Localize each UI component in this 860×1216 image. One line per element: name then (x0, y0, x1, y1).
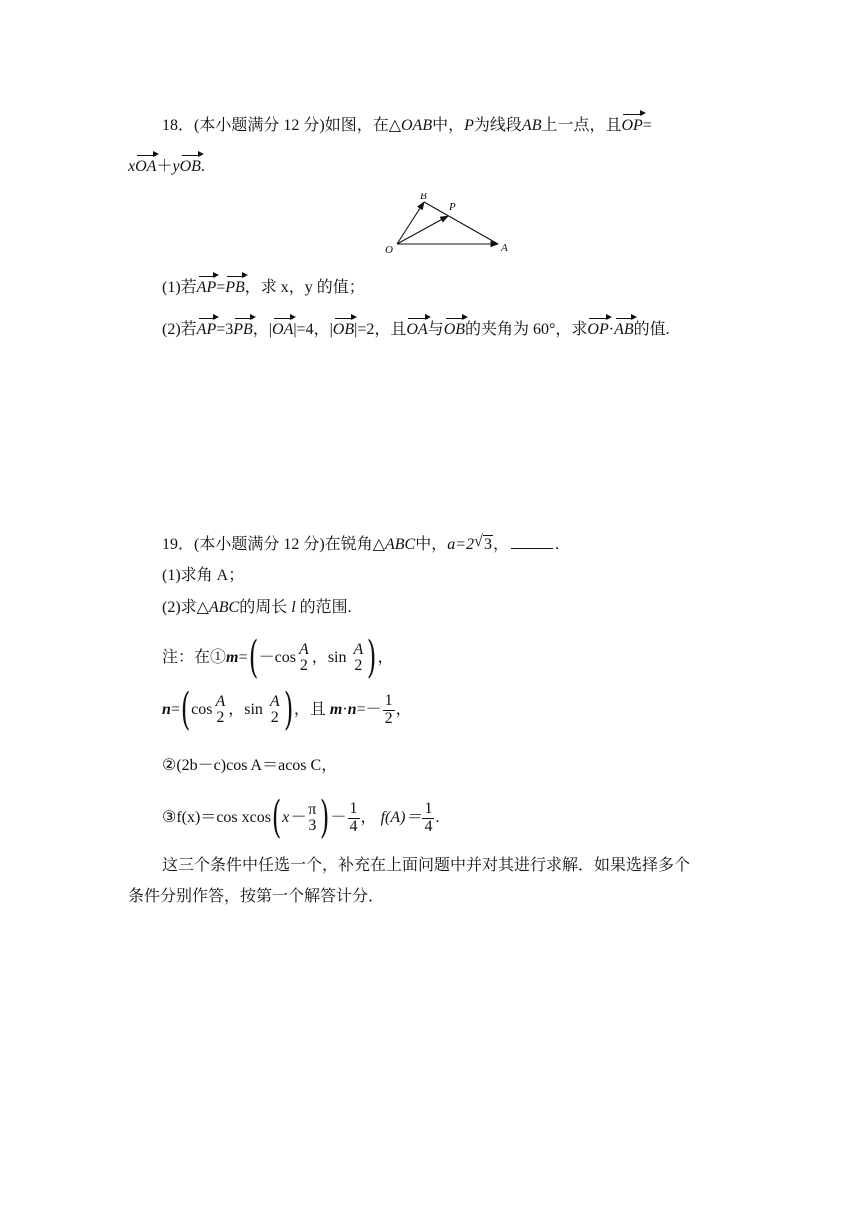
q19-part1: (1)求角 A； (162, 567, 245, 584)
q19-cond3: ③f(x)＝cos xcos(x－ π 3 )－ $\frac{1}{4}$ ， f(A)＝ $\frac{1}{4}$ . (162, 792, 440, 844)
label-b: B (420, 193, 427, 202)
q19-note-m: 注：在①m=(－cos A 2 ，sin A 2 )， (162, 632, 394, 684)
op-segment (397, 216, 448, 244)
q18-part1: (1)若AP=PB，求 x，y 的值； (162, 279, 365, 296)
label-p: P (449, 201, 456, 213)
q18-part2: (2)若AP=3PB，|OA|=4，|OB|=2，且OA与OB的夹角为 60°，求OP·AB的值. (162, 321, 670, 338)
answer-blank (511, 534, 553, 549)
q18-score: (本小题满分 12 分) (194, 117, 325, 134)
q18-triangle-figure (382, 193, 522, 255)
q19-line1: 19．(本小题满分 12 分)在锐角△ABC中，a=2√ 3， . (162, 534, 559, 555)
sqrt-3: √ 3 (474, 535, 493, 555)
label-a: A (501, 242, 508, 254)
q18-line1: 18．(本小题满分 12 分)如图，在△OAB中，P为线段AB上一点，且OP= (162, 117, 652, 134)
q19-number: 19． (162, 536, 195, 553)
q19-part2: (2)求△ABC的周长 l 的范围. (162, 599, 352, 616)
q18-number: 18． (162, 117, 195, 134)
q19-instruction-line2: 条件分别作答，按第一个解答计分． (128, 888, 385, 905)
q19-cond2: ②(2b－c)cos A＝acos C， (162, 757, 338, 774)
q19-score: (本小题满分 12 分) (194, 536, 325, 553)
q19-instruction-line1: 这三个条件中任选一个，补充在上面问题中并对其进行求解．如果选择多个 (162, 857, 691, 874)
label-o: O (385, 244, 393, 255)
q18-line2: xOA＋yOB. (128, 158, 205, 175)
ob-segment (397, 202, 424, 244)
q19-note-n: n=(cos A 2 ，sin A 2 )，且 m·n=－ $\frac{1}{2}$ ， (162, 684, 412, 736)
